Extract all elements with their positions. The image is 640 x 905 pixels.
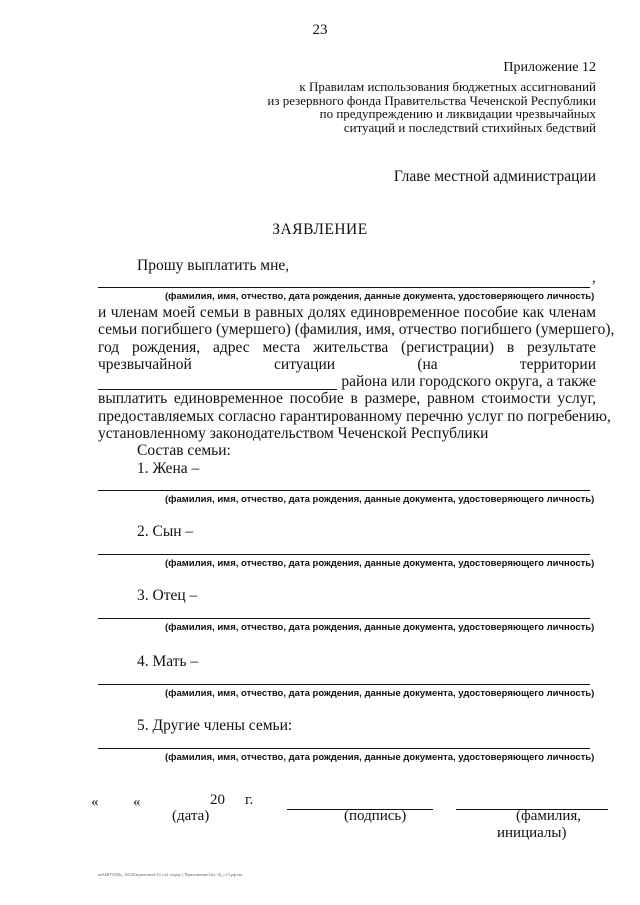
family-member-caption: (фамилия, имя, отчество, дата рождения, данные документа, удостоверяющего личность) — [165, 494, 595, 505]
appendix-ref-line: по предупреждению и ликвидации чрезвычайных — [319, 106, 596, 121]
family-member-mother-field[interactable] — [98, 684, 590, 685]
family-member-father-field[interactable] — [98, 618, 590, 619]
family-member-caption: (фамилия, имя, отчество, дата рождения, данные документа, удостоверяющего личность) — [165, 558, 595, 569]
appendix-ref-line: ситуаций и последствий стихийных бедствий — [343, 119, 596, 135]
addressee: Главе местной администрации — [393, 168, 596, 185]
name-label-line1: (фамилия, — [516, 808, 582, 824]
family-member-wife-field[interactable] — [98, 490, 590, 491]
body-line — [98, 356, 596, 373]
family-member-caption: (фамилия, имя, отчество, дата рождения, данные документа, удостоверяющего личность) — [165, 622, 595, 633]
family-member-son-field[interactable] — [98, 554, 590, 555]
family-member-mother-label: 4. Мать – — [137, 653, 199, 670]
family-member-son-label: 2. Сын – — [137, 523, 194, 540]
appendix-reference — [267, 80, 596, 134]
body-line: год рождения, адрес места жительства (регистрации) в результате — [98, 338, 596, 356]
footer-code: ваб4КУОД0х_2023Бюджетны4-01 (ч2 подпр.) Приложение12(с-4)_с15.рф.еш — [98, 872, 243, 877]
family-member-wife-label: 1. Жена – — [137, 460, 200, 477]
document-title: ЗАЯВЛЕНИЕ — [272, 221, 368, 238]
body-line: установленному законодательством Чеченской Республики — [98, 425, 489, 443]
family-member-father-label: 3. Отец – — [137, 587, 198, 604]
territory-field[interactable] — [98, 375, 337, 390]
body-word: чрезвычайной — [98, 355, 192, 373]
year-suffix: г. — [245, 792, 254, 808]
appendix-title: Приложение 12 — [503, 60, 596, 75]
family-member-caption: (фамилия, имя, отчество, дата рождения, данные документа, удостоверяющего личность) — [165, 752, 595, 763]
page-number: 23 — [312, 22, 328, 38]
body-line — [98, 373, 596, 390]
appendix-ref-line: к Правилам использования бюджетных ассигнований — [299, 79, 596, 94]
date-quote-open: « — [91, 794, 99, 810]
name-label-line2: инициалы) — [497, 825, 567, 841]
body-word: территории — [519, 355, 596, 373]
year-prefix: 20 — [210, 792, 225, 808]
date-quote-close: « — [133, 794, 141, 810]
body-line: семьи погибшего (умершего) (фамилия, имя, отчество погибшего (умершего), — [98, 321, 615, 339]
intro-text: Прошу выплатить мне, — [137, 257, 290, 274]
family-member-other-label: 5. Другие члены семьи: — [137, 717, 293, 734]
body-word: ситуации — [274, 355, 336, 373]
applicant-fio-caption: (фамилия, имя, отчество, дата рождения, данные документа, удостоверяющего личность) — [165, 291, 595, 302]
date-label: (дата) — [172, 808, 210, 824]
applicant-fio-field[interactable] — [98, 287, 590, 288]
family-member-caption: (фамилия, имя, отчество, дата рождения, данные документа, удостоверяющего личность) — [165, 688, 595, 699]
family-member-other-field[interactable] — [98, 748, 590, 749]
body-paragraph — [98, 304, 615, 443]
body-line: выплатить единовременное пособие в размере, равном стоимости услуг, — [98, 390, 596, 408]
body-line: предоставляемых согласно гарантированному перечню услуг по погребению, — [98, 407, 611, 425]
appendix-ref-line: из резервного фонда Правительства Чеченской Республики — [267, 92, 596, 108]
body-line-suffix: района или городского округа, а также — [341, 373, 596, 391]
family-heading: Состав семьи: — [137, 442, 231, 459]
body-word: (на — [417, 355, 438, 373]
trailing-comma: , — [592, 270, 596, 286]
body-line: и членам моей семьи в равных долях единовременное пособие как членам — [98, 304, 596, 321]
signature-label: (подпись) — [344, 808, 407, 824]
